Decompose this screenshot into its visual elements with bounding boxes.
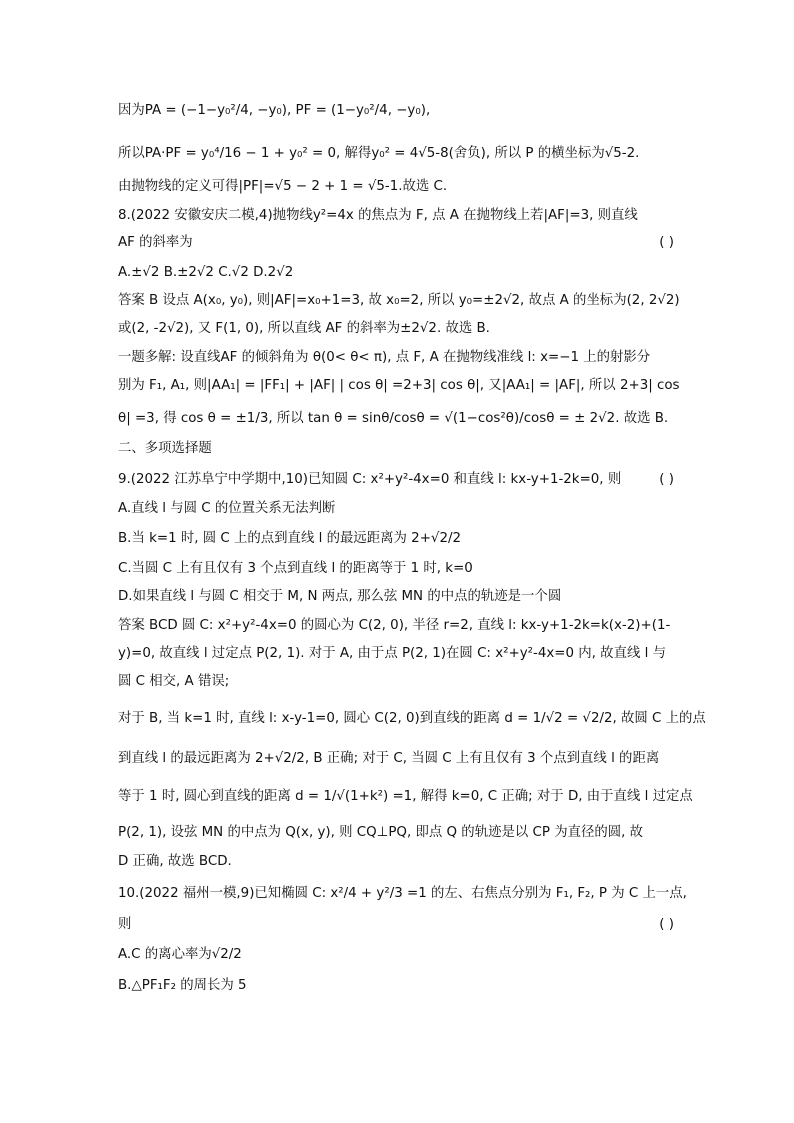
text-line-l11 [118,410,678,428]
text-line-l08 [118,320,678,338]
text-line-l03 [118,178,678,196]
answer-blank-paren: ( ) [659,917,674,932]
line-text: 所以PA·PF = y₀⁴/16 − 1 + y₀² = 0, 解得y₀² = 4√5-8(舍负), 所以 P 的横坐标为√5-2. [118,146,640,161]
text-line-l14 [118,500,678,518]
line-text: 或(2, -2√2), 又 F(1, 0), 所以直线 AF 的斜率为±2√2. 故选 B. [118,321,490,336]
line-text: 答案 B 设点 A(x₀, y₀), 则|AF|=x₀+1=3, 故 x₀=2, 所以 y₀=±2√2, 故点 A 的坐标为(2, 2√2) [118,293,680,308]
text-line-l20 [118,673,678,691]
line-text: 答案 BCD 圆 C: x²+y²-4x=0 的圆心为 C(2, 0), 半径 r=2, 直线 l: kx-y+1-2k=k(x-2)+(1- [118,618,671,633]
answer-blank-paren: ( ) [659,472,674,487]
line-text: B.△PF₁F₂ 的周长为 5 [118,978,247,993]
text-line-l28 [118,946,678,964]
text-line-l02 [118,145,678,163]
text-line-l04 [118,207,678,225]
line-text: 8.(2022 安徽安庆二模,4)抛物线y²=4x 的焦点为 F, 点 A 在抛物线上若|AF|=3, 则直线 [118,208,638,223]
line-text: D 正确, 故选 BCD. [118,854,232,869]
text-line-l27 [118,916,678,934]
line-text: 一题多解: 设直线AF 的倾斜角为 θ(0< θ< π), 点 F, A 在抛物线准线 l: x=−1 上的射影分 [118,350,651,365]
text-line-l06 [118,264,678,282]
text-line-l16 [118,560,678,578]
line-text: B.当 k=1 时, 圆 C 上的点到直线 l 的最远距离为 2+√2/2 [118,531,461,546]
line-text: 由抛物线的定义可得|PF|=√5 − 2 + 1 = √5-1.故选 C. [118,179,448,194]
line-text: 别为 F₁, A₁, 则|AA₁| = |FF₁| + |AF| | cos θ| =2+3| cos θ|, 又|AA₁| = |AF|, 所以 2+3| cos [118,378,680,393]
line-text: 二、多项选择题 [118,441,212,456]
text-line-l09 [118,349,678,367]
text-line-l24 [118,824,678,842]
line-text: AF 的斜率为 [118,235,193,250]
line-text: D.如果直线 l 与圆 C 相交于 M, N 两点, 那么弦 MN 的中点的轨迹是一个圆 [118,589,562,604]
line-text: P(2, 1), 设弦 MN 的中点为 Q(x, y), 则 CQ⊥PQ, 即点 Q 的轨迹是以 CP 为直径的圆, 故 [118,825,644,840]
text-line-l22 [118,750,678,768]
line-text: 因为PA = (−1−y₀²/4, −y₀), PF = (1−y₀²/4, −y₀), [118,103,431,118]
answer-blank-paren: ( ) [659,235,674,250]
text-line-l15 [118,530,678,548]
text-line-l01 [118,102,678,120]
line-text: 对于 B, 当 k=1 时, 直线 l: x-y-1=0, 圆心 C(2, 0)到直线的距离 d = 1/√2 = √2/2, 故圆 C 上的点 [118,711,706,726]
line-text: 9.(2022 江苏阜宁中学期中,10)已知圆 C: x²+y²-4x=0 和直线 l: kx-y+1-2k=0, 则 [118,472,622,487]
text-line-l21 [118,710,706,728]
text-line-l17 [118,588,678,606]
text-line-l07 [118,292,678,310]
text-line-l05 [118,234,678,252]
line-text: 等于 1 时, 圆心到直线的距离 d = 1/√(1+k²) =1, 解得 k=0, C 正确; 对于 D, 由于直线 l 过定点 [118,789,693,804]
text-line-l26 [118,885,687,903]
line-text: C.当圆 C 上有且仅有 3 个点到直线 l 的距离等于 1 时, k=0 [118,561,473,576]
line-text: A.±√2 B.±2√2 C.√2 D.2√2 [118,265,294,280]
line-text: 圆 C 相交, A 错误; [118,674,230,689]
line-text: 10.(2022 福州一模,9)已知椭圆 C: x²/4 + y²/3 =1 的左、右焦点分别为 F₁, F₂, P 为 C 上一点, [118,886,687,901]
text-line-l18 [118,617,678,635]
text-line-l12 [118,440,678,458]
text-line-l25 [118,853,678,871]
line-text: y)=0, 故直线 l 过定点 P(2, 1). 对于 A, 由于点 P(2, 1)在圆 C: x²+y²-4x=0 内, 故直线 l 与 [118,646,666,661]
text-line-l29 [118,977,678,995]
text-line-l10 [118,377,678,395]
line-text: 则 [118,917,132,932]
text-line-l13 [118,471,678,489]
line-text: A.C 的离心率为√2/2 [118,947,242,962]
line-text: 到直线 l 的最远距离为 2+√2/2, B 正确; 对于 C, 当圆 C 上有且仅有 3 个点到直线 l 的距离 [118,751,660,766]
line-text: θ| =3, 得 cos θ = ±1/3, 所以 tan θ = sinθ/cosθ = √(1−cos²θ)/cosθ = ± 2√2. 故选 B. [118,411,669,426]
text-line-l23 [118,788,693,806]
line-text: A.直线 l 与圆 C 的位置关系无法判断 [118,501,336,516]
text-line-l19 [118,645,678,663]
